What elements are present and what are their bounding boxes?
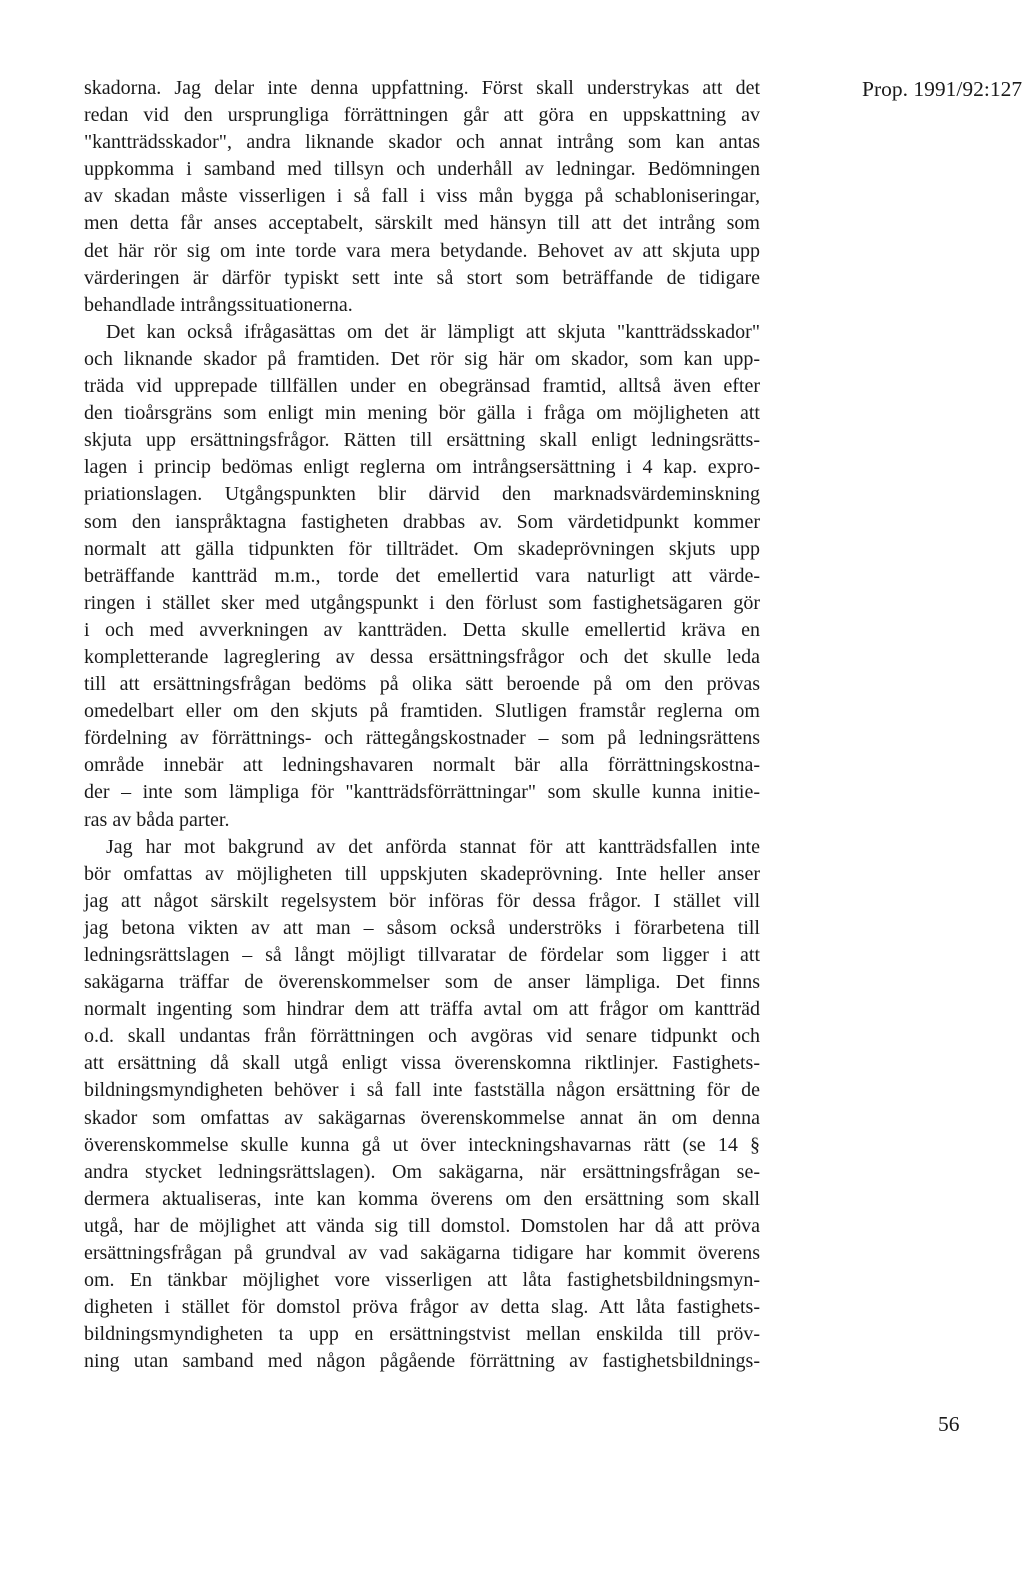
text-line: jag betona vikten av att man – såsom också underströks i förarbetena till bbox=[84, 916, 760, 939]
text-line: normalt ingenting som hindrar dem att träffa avtal om att frågor om kantträd bbox=[84, 998, 760, 1021]
text-line: av skadan måste visserligen i så fall i viss mån bygga på schabloniseringar, bbox=[84, 185, 760, 208]
text-line: träda vid upprepade tillfällen under en obegränsad framtid, alltså även efter bbox=[84, 375, 760, 398]
text-line: skadorna. Jag delar inte denna uppfattning. Först skall understrykas att det bbox=[84, 77, 760, 99]
text-line: utgå, har de möjlighet att vända sig till domstol. Domstolen har då att pröva bbox=[84, 1214, 760, 1237]
text-line: ras av båda parter. bbox=[84, 808, 230, 831]
text-line: uppkomma i samband med tillsyn och underhåll av ledningar. Bedömningen bbox=[84, 158, 760, 181]
text-line: redan vid den ursprungliga förrättningen går att göra en uppskattning av bbox=[84, 104, 760, 127]
text-line: det här rör sig om inte torde vara mera betydande. Behovet av att skjuta upp bbox=[84, 239, 760, 262]
text-line: om. En tänkbar möjlighet vore visserligen att låta fastighetsbildningsmyn- bbox=[84, 1269, 760, 1292]
text-line: överenskommelse skulle kunna gå ut över inteckningshavarnas rätt (se 14 § bbox=[84, 1133, 760, 1156]
text-line: ersättningsfrågan på grundval av vad sakägarna tidigare har kommit överens bbox=[84, 1242, 760, 1265]
text-line: den tioårsgräns som enligt min mening bör gälla i fråga om möjligheten att bbox=[84, 402, 760, 425]
text-line: beträffande kantträd m.m., torde det emellertid vara naturligt att värde- bbox=[84, 564, 760, 587]
text-line: kompletterande lagreglering av dessa ersättningsfrågor och det skulle leda bbox=[84, 645, 760, 668]
text-line: normalt att gälla tidpunkten för tillträdet. Om skadeprövningen skjuts upp bbox=[84, 537, 760, 560]
text-line: att ersättning då skall utgå enligt vissa överenskomna riktlinjer. Fastighets- bbox=[84, 1052, 760, 1075]
text-line: värderingen är därför typiskt sett inte så stort som beträffande de tidigare bbox=[84, 266, 760, 289]
text-line: priationslagen. Utgångspunkten blir därvid den marknadsvärdeminskning bbox=[84, 483, 760, 506]
text-line: men detta får anses acceptabelt, särskilt med hänsyn till att det intrång som bbox=[84, 212, 760, 235]
text-line: lagen i princip bedömas enligt reglerna om intrångsersättning i 4 kap. expro- bbox=[84, 456, 760, 479]
text-line: Jag har mot bakgrund av det anförda stannat för att kantträdsfallen inte bbox=[106, 835, 760, 858]
text-line: och liknande skador på framtiden. Det rör sig här om skador, som kan upp- bbox=[84, 347, 760, 370]
text-line: i och med avverkningen av kantträden. Detta skulle emellertid kräva en bbox=[84, 618, 760, 641]
text-line: bildningsmyndigheten ta upp en ersättningstvist mellan enskilda till pröv- bbox=[84, 1323, 760, 1346]
text-line: fördelning av förrättnings- och rättegångskostnader – som på ledningsrättens bbox=[84, 727, 760, 750]
text-line: jag att något särskilt regelsystem bör införas för dessa frågor. I stället vill bbox=[84, 889, 760, 912]
text-line: ringen i stället sker med utgångspunkt i den förlust som fastighetsägaren gör bbox=[84, 591, 760, 614]
text-line: bildningsmyndigheten behöver i så fall inte fastställa någon ersättning för de bbox=[84, 1079, 760, 1102]
text-line: digheten i stället för domstol pröva frågor av detta slag. Att låta fastighets- bbox=[84, 1296, 760, 1319]
text-line: skador som omfattas av sakägarnas överenskommelse annat än om denna bbox=[84, 1106, 760, 1129]
text-line: område innebär att ledningshavaren normalt bär alla förrättningskostna- bbox=[84, 754, 760, 777]
text-line: till att ersättningsfrågan bedöms på olika sätt beroende på om den prövas bbox=[84, 673, 760, 696]
page-number: 56 bbox=[938, 1412, 960, 1436]
text-line: ning utan samband med någon pågående förrättning av fastighetsbildnings- bbox=[84, 1350, 760, 1373]
proposition-reference: Prop. 1991/92:127 bbox=[862, 77, 1023, 101]
text-line: sakägarna träffar de överenskommelser som de anser lämpliga. Det finns bbox=[84, 971, 760, 994]
text-line: dermera aktualiseras, inte kan komma överens om den ersättning som skall bbox=[84, 1187, 760, 1210]
body-text bbox=[84, 75, 760, 1376]
text-line: omedelbart eller om den skjuts på framtiden. Slutligen framstår reglerna om bbox=[84, 700, 760, 723]
text-line: ledningsrättslagen – så långt möjligt tillvaratar de fördelar som ligger i att bbox=[84, 944, 760, 966]
text-line: "kantträdsskador", andra liknande skador och annat intrång som kan antas bbox=[84, 131, 760, 154]
text-line: bör omfattas av möjligheten till uppskjuten skadeprövning. Inte heller anser bbox=[84, 862, 760, 885]
text-line: Det kan också ifrågasättas om det är lämpligt att skjuta "kantträdsskador" bbox=[106, 320, 760, 343]
text-line: som den ianspråktagna fastigheten drabbas av. Som värdetidpunkt kommer bbox=[84, 510, 760, 533]
text-line: der – inte som lämpliga för "kantträdsförrättningar" som skulle kunna initie- bbox=[84, 781, 760, 804]
text-line: behandlade intrångssituationerna. bbox=[84, 293, 353, 316]
text-line: skjuta upp ersättningsfrågor. Rätten till ersättning skall enligt ledningsrätts- bbox=[84, 429, 760, 452]
text-line: o.d. skall undantas från förrättningen och avgöras vid senare tidpunkt och bbox=[84, 1025, 760, 1048]
text-line: andra stycket ledningsrättslagen). Om sakägarna, när ersättningsfrågan se- bbox=[84, 1160, 760, 1183]
